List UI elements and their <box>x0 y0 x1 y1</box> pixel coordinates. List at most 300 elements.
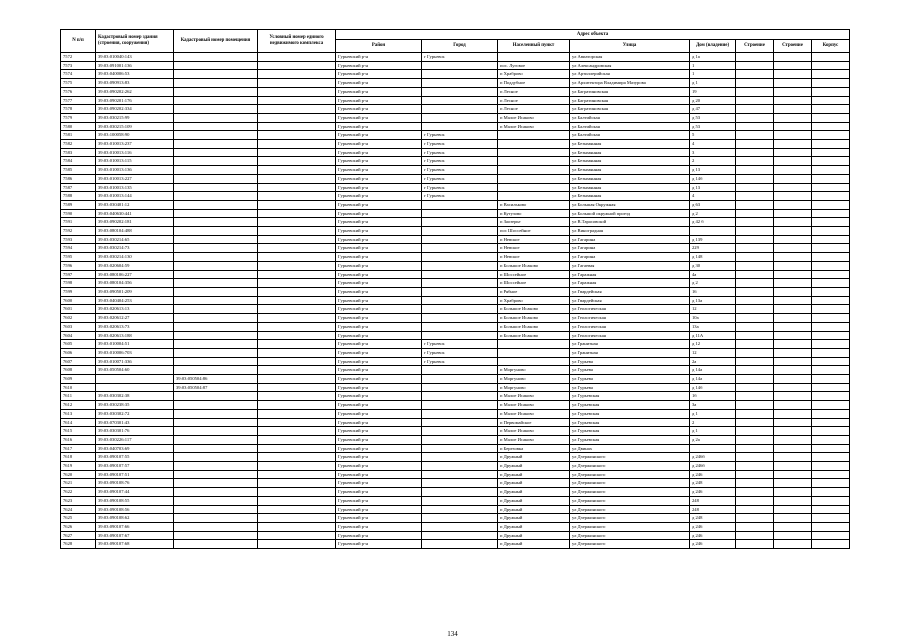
street-cell: ул Дзержинского <box>570 540 690 549</box>
table-row <box>61 435 850 444</box>
cad-room-cell <box>174 253 258 262</box>
district-cell: Гурьевский р-н <box>336 53 422 62</box>
building-cell <box>736 418 774 427</box>
cad-room-cell <box>174 505 258 514</box>
city-cell <box>422 409 498 418</box>
table-row <box>61 375 850 384</box>
cad-building-cell: 39:03:010071:336 <box>96 357 174 366</box>
structure-cell <box>774 531 812 540</box>
house-cell: д 13 <box>690 166 736 175</box>
ref-number-cell <box>258 453 336 462</box>
street-cell: ул Гурьевская <box>570 435 690 444</box>
house-cell: 1 <box>690 61 736 70</box>
structure-cell <box>774 140 812 149</box>
building-cell <box>736 174 774 183</box>
col-header-street: Улица <box>570 40 690 53</box>
structure-cell <box>774 418 812 427</box>
num-cell: 7577 <box>61 96 96 105</box>
city-cell <box>422 366 498 375</box>
district-cell: Гурьевский р-н <box>336 392 422 401</box>
house-cell: 5 <box>690 131 736 140</box>
structure-cell <box>774 157 812 166</box>
structure-cell <box>774 305 812 314</box>
building-cell <box>736 53 774 62</box>
district-cell: Гурьевский р-н <box>336 157 422 166</box>
num-cell: 7606 <box>61 348 96 357</box>
city-cell <box>422 122 498 131</box>
cad-building-cell: 39:03:010013:144 <box>96 192 174 201</box>
ref-number-cell <box>258 470 336 479</box>
corpus-cell <box>812 375 850 384</box>
table-row <box>61 148 850 157</box>
city-cell <box>422 105 498 114</box>
locality-cell: п Лесное <box>498 96 570 105</box>
city-cell <box>422 392 498 401</box>
structure-cell <box>774 244 812 253</box>
locality-cell: п Заозерье <box>498 218 570 227</box>
ref-number-cell <box>258 401 336 410</box>
district-cell: Гурьевский р-н <box>336 409 422 418</box>
table-row <box>61 279 850 288</box>
table-row <box>61 113 850 122</box>
cad-building-cell: 39:03:050504:60 <box>96 366 174 375</box>
table-row <box>61 174 850 183</box>
house-cell: д 1а <box>690 53 736 62</box>
num-cell: 7593 <box>61 235 96 244</box>
cad-building-cell: 39:03:010040:143 <box>96 53 174 62</box>
num-cell: 7591 <box>61 218 96 227</box>
corpus-cell <box>812 113 850 122</box>
house-cell: 1б <box>690 392 736 401</box>
building-cell <box>736 218 774 227</box>
cad-building-cell: 39:03:080104:356 <box>96 279 174 288</box>
ref-number-cell <box>258 322 336 331</box>
ref-number-cell <box>258 61 336 70</box>
street-cell: ул Дзержинского <box>570 522 690 531</box>
locality-cell: пос Шоссейное <box>498 227 570 236</box>
street-cell: ул Безымянная <box>570 192 690 201</box>
table-row <box>61 244 850 253</box>
corpus-cell <box>812 401 850 410</box>
street-cell: ул Виноградная <box>570 227 690 236</box>
street-cell: ул Дзержинского <box>570 462 690 471</box>
building-cell <box>736 79 774 88</box>
locality-cell: п Дружный <box>498 496 570 505</box>
num-cell: 7574 <box>61 70 96 79</box>
city-cell <box>422 209 498 218</box>
ref-number-cell <box>258 540 336 549</box>
district-cell: Гурьевский р-н <box>336 531 422 540</box>
locality-cell: п Невское <box>498 244 570 253</box>
cad-building-cell: 39:03:030214:73 <box>96 244 174 253</box>
cad-building-cell: 39:03:010006:703 <box>96 348 174 357</box>
corpus-cell <box>812 453 850 462</box>
num-cell: 7622 <box>61 488 96 497</box>
city-cell <box>422 261 498 270</box>
table-row <box>61 314 850 323</box>
table-row <box>61 227 850 236</box>
locality-cell <box>498 340 570 349</box>
street-cell: ул Багратиновская <box>570 105 690 114</box>
building-cell <box>736 140 774 149</box>
corpus-cell <box>812 140 850 149</box>
cad-room-cell <box>174 261 258 270</box>
col-header-num: N п/п <box>61 30 96 53</box>
district-cell: Гурьевский р-н <box>336 453 422 462</box>
table-row <box>61 305 850 314</box>
district-cell: Гурьевский р-н <box>336 122 422 131</box>
district-cell: Гурьевский р-н <box>336 166 422 175</box>
cad-room-cell <box>174 287 258 296</box>
city-cell: г Гурьевск <box>422 140 498 149</box>
house-cell: д 2 <box>690 209 736 218</box>
city-cell <box>422 235 498 244</box>
street-cell: ул Гурьева <box>570 383 690 392</box>
structure-cell <box>774 279 812 288</box>
cad-room-cell <box>174 427 258 436</box>
structure-cell <box>774 235 812 244</box>
table-row <box>61 296 850 305</box>
corpus-cell <box>812 261 850 270</box>
cad-room-cell <box>174 113 258 122</box>
num-cell: 7608 <box>61 366 96 375</box>
street-cell: ул Гурьевская <box>570 409 690 418</box>
locality-cell: п Кутузово <box>498 209 570 218</box>
table-row <box>61 418 850 427</box>
table-row <box>61 522 850 531</box>
district-cell: Гурьевский р-н <box>336 496 422 505</box>
ref-number-cell <box>258 70 336 79</box>
structure-cell <box>774 505 812 514</box>
city-cell <box>422 444 498 453</box>
corpus-cell <box>812 131 850 140</box>
district-cell: Гурьевский р-н <box>336 357 422 366</box>
corpus-cell <box>812 522 850 531</box>
house-cell: д 1 <box>690 427 736 436</box>
col-header-city: Город <box>422 40 498 53</box>
locality-cell: п Дружный <box>498 453 570 462</box>
col-header-cad-building: Кадастровый номер здания (строения, сооружения) <box>96 30 174 53</box>
locality-cell <box>498 148 570 157</box>
street-cell: ул Дзержинского <box>570 496 690 505</box>
cad-room-cell <box>174 235 258 244</box>
table-row <box>61 200 850 209</box>
district-cell: Гурьевский р-н <box>336 322 422 331</box>
cad-room-cell <box>174 357 258 366</box>
cad-room-cell <box>174 157 258 166</box>
corpus-cell <box>812 479 850 488</box>
building-cell <box>736 496 774 505</box>
ref-number-cell <box>258 53 336 62</box>
street-cell: ул Александровская <box>570 61 690 70</box>
building-cell <box>736 253 774 262</box>
ref-number-cell <box>258 375 336 384</box>
structure-cell <box>774 192 812 201</box>
street-cell: ул Дзержинского <box>570 531 690 540</box>
cad-room-cell <box>174 418 258 427</box>
building-cell <box>736 331 774 340</box>
num-cell: 7604 <box>61 331 96 340</box>
ref-number-cell <box>258 96 336 105</box>
district-cell: Гурьевский р-н <box>336 375 422 384</box>
building-cell <box>736 305 774 314</box>
table-row <box>61 96 850 105</box>
ref-number-cell <box>258 514 336 523</box>
building-cell <box>736 409 774 418</box>
street-cell: ул Гранитная <box>570 340 690 349</box>
ref-number-cell <box>258 331 336 340</box>
house-cell: 4а <box>690 270 736 279</box>
building-cell <box>736 366 774 375</box>
house-cell: д 246б <box>690 462 736 471</box>
corpus-cell <box>812 235 850 244</box>
num-cell: 7607 <box>61 357 96 366</box>
district-cell: Гурьевский р-н <box>336 366 422 375</box>
city-cell <box>422 427 498 436</box>
building-cell <box>736 348 774 357</box>
house-cell: д 246б <box>690 453 736 462</box>
corpus-cell <box>812 287 850 296</box>
district-cell: Гурьевский р-н <box>336 148 422 157</box>
house-cell: 10а <box>690 314 736 323</box>
house-cell: д 14а <box>690 366 736 375</box>
table-row <box>61 261 850 270</box>
city-cell <box>422 401 498 410</box>
num-cell: 7584 <box>61 157 96 166</box>
cad-building-cell: 39:03:030214:130 <box>96 253 174 262</box>
locality-cell: п Березовка <box>498 444 570 453</box>
street-cell: ул Дзержинского <box>570 479 690 488</box>
num-cell: 7625 <box>61 514 96 523</box>
cad-building-cell: 39:03:090108:56 <box>96 505 174 514</box>
ref-number-cell <box>258 505 336 514</box>
structure-cell <box>774 227 812 236</box>
city-cell: г Гурьевск <box>422 340 498 349</box>
city-cell <box>422 314 498 323</box>
house-cell: 3а <box>690 401 736 410</box>
locality-cell: п Невское <box>498 253 570 262</box>
corpus-cell <box>812 200 850 209</box>
col-header-address: Адрес объекта <box>336 30 850 40</box>
num-cell: 7617 <box>61 444 96 453</box>
street-cell: ул Балтийская <box>570 122 690 131</box>
corpus-cell <box>812 166 850 175</box>
building-cell <box>736 322 774 331</box>
ref-number-cell <box>258 140 336 149</box>
structure-cell <box>774 218 812 227</box>
ref-number-cell <box>258 235 336 244</box>
num-cell: 7619 <box>61 462 96 471</box>
building-cell <box>736 375 774 384</box>
street-cell: ул Безымянная <box>570 166 690 175</box>
district-cell: Гурьевский р-н <box>336 470 422 479</box>
building-cell <box>736 427 774 436</box>
ref-number-cell <box>258 392 336 401</box>
building-cell <box>736 479 774 488</box>
cad-building-cell: 39:03:090107:68 <box>96 540 174 549</box>
corpus-cell <box>812 157 850 166</box>
property-register-table <box>60 29 850 549</box>
ref-number-cell <box>258 270 336 279</box>
street-cell: ул Гаражная <box>570 270 690 279</box>
num-cell: 7614 <box>61 418 96 427</box>
cad-building-cell: 39:03:030215:99 <box>96 113 174 122</box>
structure-cell <box>774 96 812 105</box>
house-cell: д 1 <box>690 79 736 88</box>
structure-cell <box>774 296 812 305</box>
table-row <box>61 122 850 131</box>
locality-cell: п Дружный <box>498 488 570 497</box>
cad-building-cell: 39:03:090107:67 <box>96 531 174 540</box>
locality-cell <box>498 348 570 357</box>
city-cell <box>422 531 498 540</box>
city-cell: г Гурьевск <box>422 192 498 201</box>
locality-cell: п Малое Исаково <box>498 409 570 418</box>
city-cell <box>422 470 498 479</box>
corpus-cell <box>812 53 850 62</box>
building-cell <box>736 540 774 549</box>
ref-number-cell <box>258 366 336 375</box>
building-cell <box>736 61 774 70</box>
building-cell <box>736 453 774 462</box>
city-cell <box>422 462 498 471</box>
house-cell: д 30 <box>690 261 736 270</box>
locality-cell: п Большое Исаково <box>498 331 570 340</box>
num-cell: 7600 <box>61 296 96 305</box>
cad-room-cell <box>174 331 258 340</box>
num-cell: 7579 <box>61 113 96 122</box>
cad-room-cell <box>174 409 258 418</box>
corpus-cell <box>812 505 850 514</box>
cad-room-cell <box>174 540 258 549</box>
num-cell: 7592 <box>61 227 96 236</box>
district-cell: Гурьевский р-н <box>336 340 422 349</box>
ref-number-cell <box>258 522 336 531</box>
city-cell <box>422 435 498 444</box>
building-cell <box>736 200 774 209</box>
structure-cell <box>774 357 812 366</box>
structure-cell <box>774 514 812 523</box>
structure-cell <box>774 427 812 436</box>
table-row <box>61 514 850 523</box>
corpus-cell <box>812 488 850 497</box>
house-cell: д 13а <box>690 296 736 305</box>
structure-cell <box>774 61 812 70</box>
num-cell: 7576 <box>61 87 96 96</box>
house-cell: д 47 <box>690 105 736 114</box>
structure-cell <box>774 70 812 79</box>
house-cell: д 248 <box>690 479 736 488</box>
locality-cell <box>498 357 570 366</box>
locality-cell: п Шоссейное <box>498 279 570 288</box>
cad-room-cell <box>174 218 258 227</box>
num-cell: 7620 <box>61 470 96 479</box>
street-cell: ул Дзержинского <box>570 488 690 497</box>
ref-number-cell <box>258 253 336 262</box>
cad-room-cell <box>174 244 258 253</box>
house-cell: д 2а <box>690 435 736 444</box>
cad-building-cell: 39:03:100058:90 <box>96 131 174 140</box>
district-cell: Гурьевский р-н <box>336 227 422 236</box>
locality-cell: п Моргуново <box>498 383 570 392</box>
structure-cell <box>774 122 812 131</box>
num-cell: 7588 <box>61 192 96 201</box>
num-cell: 7583 <box>61 148 96 157</box>
city-cell <box>422 296 498 305</box>
structure-cell <box>774 53 812 62</box>
city-cell <box>422 418 498 427</box>
table-row <box>61 392 850 401</box>
locality-cell: п Дружный <box>498 531 570 540</box>
structure-cell <box>774 113 812 122</box>
house-cell: 2 <box>690 157 736 166</box>
structure-cell <box>774 200 812 209</box>
corpus-cell <box>812 357 850 366</box>
city-cell <box>422 70 498 79</box>
cad-room-cell <box>174 122 258 131</box>
num-cell: 7573 <box>61 61 96 70</box>
ref-number-cell <box>258 148 336 157</box>
house-cell: д 42 б <box>690 218 736 227</box>
corpus-cell <box>812 122 850 131</box>
locality-cell: п Первомайское <box>498 418 570 427</box>
ref-number-cell <box>258 287 336 296</box>
locality-cell: п Поддубное <box>498 79 570 88</box>
cad-room-cell <box>174 479 258 488</box>
ref-number-cell <box>258 314 336 323</box>
cad-building-cell: 39:03:020613:13 <box>96 305 174 314</box>
city-cell <box>422 113 498 122</box>
district-cell: Гурьевский р-н <box>336 244 422 253</box>
locality-cell: пос. Луговое <box>498 61 570 70</box>
ref-number-cell <box>258 218 336 227</box>
building-cell <box>736 314 774 323</box>
building-cell <box>736 87 774 96</box>
table-row <box>61 340 850 349</box>
building-cell <box>736 209 774 218</box>
building-cell <box>736 531 774 540</box>
street-cell: ул Багратиновская <box>570 87 690 96</box>
corpus-cell <box>812 270 850 279</box>
district-cell: Гурьевский р-н <box>336 427 422 436</box>
cad-building-cell: 39:03:030302:38 <box>96 392 174 401</box>
ref-number-cell <box>258 435 336 444</box>
structure-cell <box>774 79 812 88</box>
city-cell <box>422 331 498 340</box>
cad-building-cell <box>96 375 174 384</box>
corpus-cell <box>812 70 850 79</box>
col-header-structure: Строение <box>774 40 812 53</box>
building-cell <box>736 261 774 270</box>
street-cell: ул Безымянная <box>570 183 690 192</box>
table-row <box>61 270 850 279</box>
district-cell: Гурьевский р-н <box>336 209 422 218</box>
house-cell: 19 <box>690 87 736 96</box>
locality-cell <box>498 183 570 192</box>
num-cell: 7616 <box>61 435 96 444</box>
cad-building-cell: 39:03:030401:12 <box>96 200 174 209</box>
num-cell: 7590 <box>61 209 96 218</box>
house-cell: 12 <box>690 348 736 357</box>
street-cell: ул Гурьева <box>570 366 690 375</box>
city-cell: г Гурьевск <box>422 348 498 357</box>
street-cell: ул Гурьевская <box>570 418 690 427</box>
district-cell: Гурьевский р-н <box>336 174 422 183</box>
house-cell: д 20 <box>690 96 736 105</box>
building-cell <box>736 470 774 479</box>
table-row <box>61 218 850 227</box>
building-cell <box>736 113 774 122</box>
